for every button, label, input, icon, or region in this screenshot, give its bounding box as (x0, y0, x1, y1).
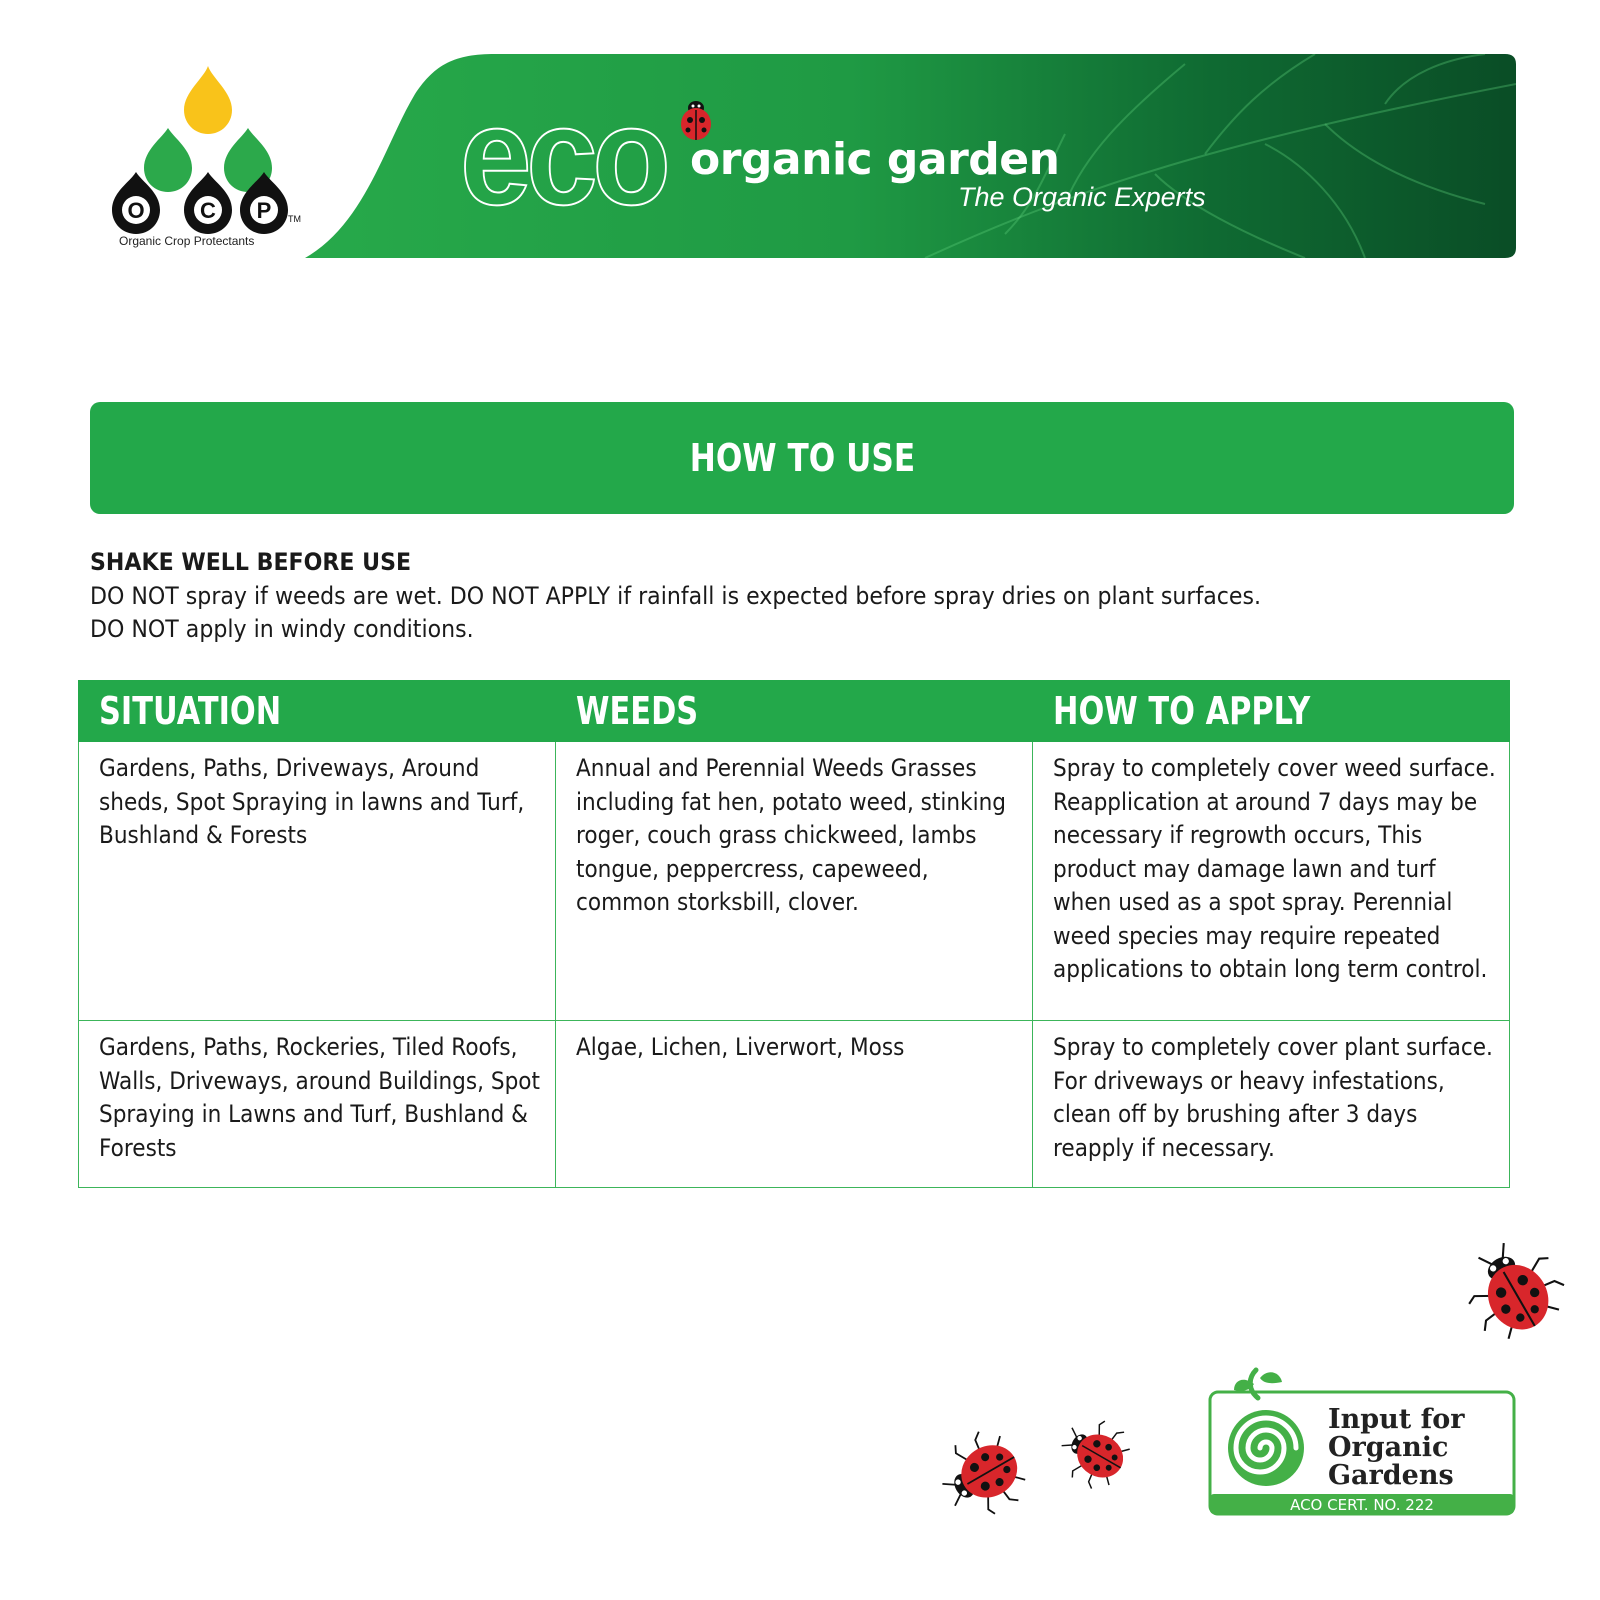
column-header-situation: SITUATION (79, 681, 556, 742)
certification-badge (1208, 1364, 1516, 1516)
cert-line-2: Organic (1328, 1432, 1449, 1463)
cell-situation: Gardens, Paths, Driveways, Around sheds, Spot Spraying in lawns and Turf, Bushland & Forests (79, 742, 556, 1021)
ladybug-icon (1044, 1402, 1145, 1503)
brand-name: organic garden (690, 134, 1060, 185)
instructions-heading: SHAKE WELL BEFORE USE (90, 548, 412, 576)
table-row (79, 742, 1510, 1021)
table-header-row (79, 681, 1510, 742)
column-header-weeds: WEEDS (556, 681, 1033, 742)
logo-trademark: TM (288, 214, 301, 224)
instruction-line: DO NOT apply in windy conditions. (90, 615, 474, 643)
table-row (79, 1021, 1510, 1188)
ladybug-icon (1443, 1219, 1585, 1361)
cell-how-to-apply: Spray to completely cover plant surface. For driveways or heavy infestations, clean off by brushing after 3 days reapply if necessary. (1033, 1021, 1510, 1188)
cell-weeds: Annual and Perennial Weeds Grasses including fat hen, potato weed, stinking roger, couch grass chickweed, lambs tongue, peppercress, capeweed, common storksbill, clover. (556, 742, 1033, 1021)
logo-letter-o: O (127, 198, 145, 223)
cert-line-1: Input for (1328, 1404, 1465, 1435)
column-header-how-to-apply: HOW TO APPLY (1033, 681, 1510, 742)
cell-how-to-apply: Spray to completely cover weed surface. Reapplication at around 7 days may be necessary if regrowth occurs, This product may damage lawn and turf when used as a spot spray. Perennial weed species may require repeated applications to obtain long term control. (1033, 742, 1510, 1021)
logo-letter-p: P (256, 198, 272, 223)
cert-line-3: Gardens (1328, 1460, 1454, 1491)
cell-weeds: Algae, Lichen, Liverwort, Moss (556, 1021, 1033, 1188)
brand-eco-word: eco (460, 77, 666, 234)
logo-caption: Organic Crop Protectants (119, 234, 255, 248)
cert-number: ACO CERT. NO. 222 (1290, 1496, 1434, 1514)
brand-tagline: The Organic Experts (958, 182, 1206, 212)
usage-table (78, 680, 1510, 1188)
instruction-line: DO NOT spray if weeds are wet. DO NOT APPLY if rainfall is expected before spray dries on plant surfaces. (90, 582, 1262, 610)
cell-situation: Gardens, Paths, Rockeries, Tiled Roofs, Walls, Driveways, around Buildings, Spot Spraying in Lawns and Turf, Bushland & Forests (79, 1021, 556, 1188)
logo-letter-c: C (200, 198, 216, 223)
spiral-leaf-icon (1228, 1370, 1304, 1486)
ocp-logo (108, 64, 308, 254)
section-title: HOW TO USE (689, 436, 915, 480)
section-header-bar (90, 402, 1514, 514)
ladybug-icon (922, 1414, 1045, 1537)
